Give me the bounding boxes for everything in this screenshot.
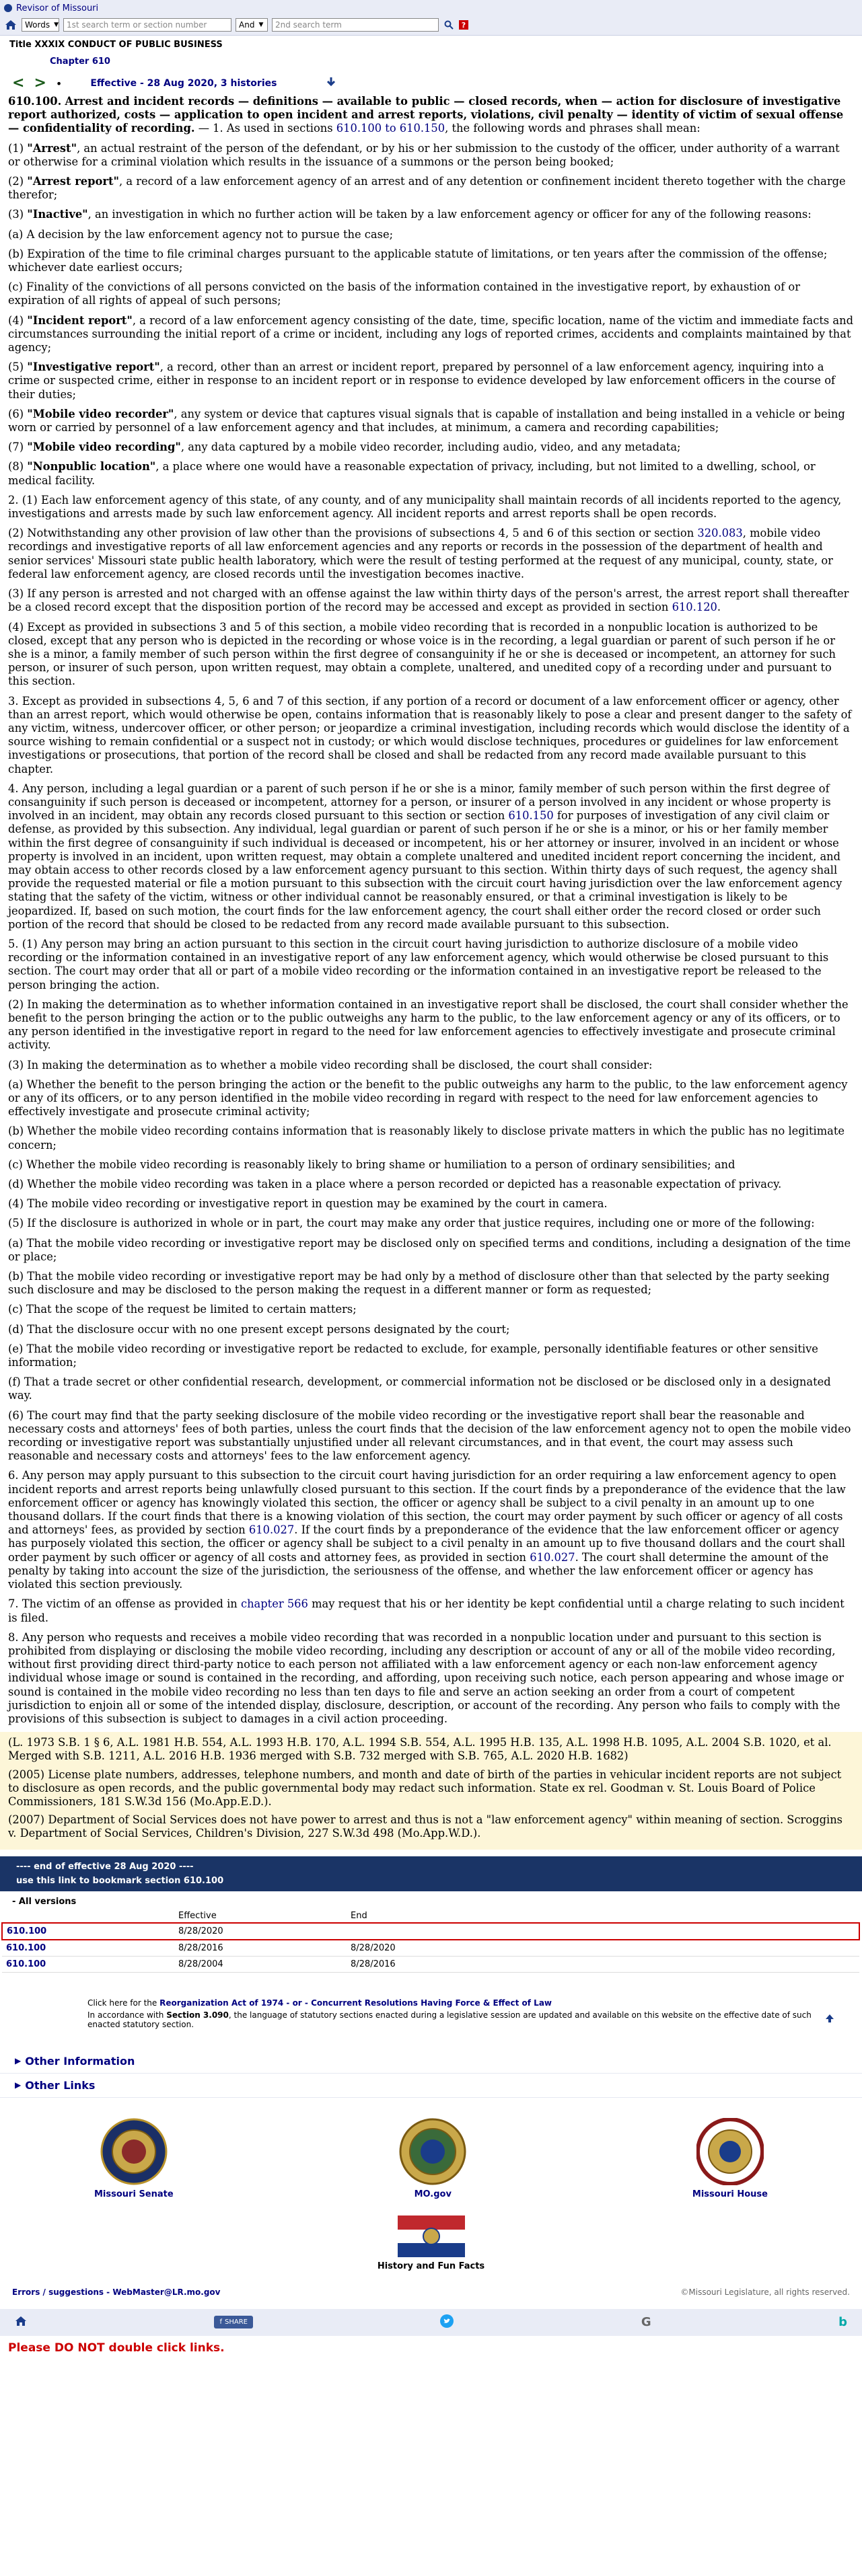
section-title: Arrest and incident records — definitions — available to public — closed records, when — action for disclosure of investigative report authorized, costs — application to open incident and arrest reports, violations, civil penalty — identity of victim of sexual offense — confidentiality of recording. xyxy=(8,95,844,135)
section-link[interactable]: 320.083 xyxy=(697,527,743,540)
subsection-2-3 xyxy=(8,587,854,614)
table-row[interactable] xyxy=(2,1923,859,1940)
section-link[interactable]: 610.027 xyxy=(248,1523,295,1537)
definition-3 xyxy=(8,208,854,221)
section-link[interactable]: 610.027 xyxy=(530,1550,575,1564)
subsection-2-1: 2. (1) Each law enforcement agency of this state, of any county, and of any municipality shall maintain records of all incidents reported to the agency, investigations and arrests made by such law enforcement agency. All incident reports and arrest reports shall be open records. xyxy=(8,493,842,521)
paragraph-text: . The court shall determine the amount of the penalty by taking into account the size of the jurisdiction, the seriousness of the offense, and whether the law enforcement officer or agency has violated this section previously. xyxy=(8,1550,829,1591)
subparagraph: (e) That the mobile video recording or investigative report be redacted to exclude, for example, personally identifiable features or other sensitive information; xyxy=(8,1342,818,1369)
paragraph-text: for purposes of investigation of any civil claim or defense, as provided by this subsection. Any individual, legal guardian or parent of such person if he or she is a minor, or his or her family member within the first degree of consanguinity if such individual is deceased or incompetent, his or her attorney or insurer, involved in an incident or whose property is involved in an incident, upon written request, may obtain a complete unaltered and unedited incident report concerning the incident, and may obtain access to other records closed by a law enforcement agency pursuant to this section. Within thirty days of such request, the agency shall provide the requested material or file a motion pursuant to this subsection with the circuit court having jurisdiction over the law enforcement agency stating that the safety of the victim, witness or other individual cannot be reasonably ensured, or that a criminal investigation is likely to be jeopardized. If, based on such motion, the court finds for the law enforcement agency, the court shall either order the record closed or order such portion of the record that should be closed to be redacted from any record made available pursuant to this subsection. xyxy=(8,809,842,931)
search-mode-select[interactable] xyxy=(22,18,59,32)
section-nav xyxy=(12,76,862,91)
end-effective-text: ---- end of effective 28 Aug 2020 ---- xyxy=(16,1861,194,1872)
reorg-line2 xyxy=(87,2010,835,2029)
seal-links xyxy=(0,2118,862,2199)
section-number: 610.100. xyxy=(8,95,62,108)
share-bar xyxy=(0,2309,862,2336)
footer xyxy=(0,2287,862,2297)
definition-term: "Arrest report" xyxy=(27,175,119,188)
subsection-5-5: (5) If the disclosure is authorized in whole or in part, the court may make any order that justice requires, including one or more of the following: xyxy=(8,1217,815,1230)
versions-section xyxy=(0,1891,862,1973)
definition-text: , an investigation in which no further action will be taken by a law enforcement agency or officer for any of the following reasons: xyxy=(87,208,812,221)
definition-number: (6) xyxy=(8,407,28,420)
version-end: 8/28/2016 xyxy=(347,1956,859,1972)
house-label: Missouri House xyxy=(692,2189,768,2199)
paragraph-text: . xyxy=(717,601,721,614)
definition-number: (4) xyxy=(8,313,28,327)
bookmark-prefix: use this link to bookmark section xyxy=(16,1875,184,1886)
share-label: SHARE xyxy=(224,2318,248,2326)
paragraph-text: 4. Any person, including a legal guardian or a parent of such person if he or she is a minor, family member of such person within the first degree of consanguinity if such person is deceased or incompetent, attorney for a person, or insurer of a person involved in any incident or whose property is involved in an incident, may obtain any records closed pursuant to this section or section xyxy=(8,782,831,823)
paragraph-text: 7. The victim of an offense as provided in xyxy=(8,1597,241,1611)
section-link[interactable]: 610.150 xyxy=(508,809,554,823)
search-operator-value: And xyxy=(239,20,255,30)
subparagraph: (a) A decision by the law enforcement agency not to pursue the case; xyxy=(8,227,394,241)
paragraph-text: . If the court finds by a preponderance of the evidence that the law enforcement officer or agency has purposely violated this section, the officer or agency shall be subject to a civil penalty in an amount up to five thousand dollars and the court shall order payment by such officer or agency of all costs and attorney fees, as provided in section xyxy=(8,1523,846,1564)
col-end: End xyxy=(351,1910,367,1921)
subparagraph: (f) That a trade secret or other confidential research, development, or commercial information not be disclosed or be disclosed only in a designated way. xyxy=(8,1375,831,1402)
version-section-link[interactable]: 610.100 xyxy=(2,1923,174,1940)
definition-text: , any data captured by a mobile video recorder, including audio, video, and any metadata; xyxy=(180,441,681,454)
col-section xyxy=(2,1909,174,1923)
reorg-text: In accordance with xyxy=(87,2010,167,2020)
search-bar xyxy=(4,17,858,32)
home-icon[interactable] xyxy=(4,18,17,32)
definition-2 xyxy=(8,175,854,202)
subsection-5-3: (3) In making the determination as to whether a mobile video recording shall be disclosed, the court shall consider: xyxy=(8,1058,653,1071)
top-toolbar xyxy=(0,0,862,36)
statute-heading xyxy=(8,95,854,136)
end-effective-banner xyxy=(0,1856,862,1891)
definition-number: (1) xyxy=(8,141,28,155)
subsection-2-2 xyxy=(8,527,854,581)
double-click-warning: Please DO NOT double click links. xyxy=(8,2341,225,2355)
paragraph-text: , mobile video recordings and investigative reports of all law enforcement agencies and any reports or records in the possession of the department of health and senior services' Missouri state public health laboratory, which were the result of testing performed at the request of any municipal, county, state, or federal law enforcement agency, are closed records until the investigation becomes inactive. xyxy=(8,527,833,580)
chapter-link[interactable]: Chapter 610 xyxy=(50,56,110,67)
other-information-toggle[interactable] xyxy=(0,2049,862,2074)
subparagraph: (a) That the mobile video recording or investigative report may be disclosed only on specified terms and conditions, including a designation of the time or place; xyxy=(8,1236,851,1263)
subsection-5-2: (2) In making the determination as to whether information contained in an investigative report shall be disclosed, the court shall consider whether the benefit to the person bringing the action or to the public outweighs any harm to the public, to the law enforcement agency or any of its officers, or to any person identified in the investigative report in regard to the need for law enforcement agencies to effectively investigate and prosecute criminal activity. xyxy=(8,997,849,1052)
history-note: (2007) Department of Social Services does not have power to arrest and thus is not a "law enforcement agency" within meaning of section. Scroggins v. Department of Social Services, Children's Division, 227 S.W.3d 498 (Mo.App.W.D.). xyxy=(8,1813,843,1840)
subsection-4 xyxy=(8,782,854,932)
definition-number: (5) xyxy=(8,361,28,374)
next-section-button[interactable]: > xyxy=(34,75,46,91)
definition-term: "Inactive" xyxy=(27,208,88,221)
chapter-link[interactable]: chapter 566 xyxy=(240,1597,308,1611)
definition-term: "Arrest" xyxy=(27,141,77,155)
app-title: Revisor of Missouri xyxy=(16,3,99,13)
other-links-toggle[interactable] xyxy=(0,2074,862,2098)
definition-text: , a place where one would have a reasonable expectation of privacy, including, but not limited to a dwelling, school, or medical facility. xyxy=(8,460,816,487)
senate-label: Missouri Senate xyxy=(94,2189,174,2199)
definition-term: "Incident report" xyxy=(27,313,133,327)
breadcrumb xyxy=(0,36,862,68)
version-section-link[interactable]: 610.100 xyxy=(2,1940,174,1957)
version-end: 8/28/2020 xyxy=(347,1940,859,1957)
chevron-right-icon: ▶ xyxy=(15,2080,22,2090)
twitter-icon[interactable] xyxy=(440,2314,454,2331)
statute-text xyxy=(0,91,862,1726)
facebook-share-button[interactable] xyxy=(214,2316,253,2328)
history-note: (L. 1973 S.B. 1 § 6, A.L. 1981 H.B. 554, A.L. 1993 H.B. 170, A.L. 1994 S.B. 554, A.L. 1995 H.B. 135, A.L. 1998 H.B. 1095, A.L. 2004 S.B. 1020, et al. Merged with S.B. 1211, A.L. 2016 H.B. 1936 merged with S.B. 732 merged with S.B. 765, A.L. 2020 H.B. 1682) xyxy=(8,1736,832,1763)
reorg-prefix: Click here for the xyxy=(87,1998,160,2008)
table-row[interactable] xyxy=(2,1940,859,1957)
download-icon[interactable] xyxy=(326,77,336,90)
version-end xyxy=(347,1923,859,1940)
definition-term: "Investigative report" xyxy=(27,361,160,374)
definition-4 xyxy=(8,314,854,355)
intro-section-link[interactable]: 610.100 to 610.150 xyxy=(336,122,445,135)
subparagraph: (d) That the disclosure occur with no one present except persons designated by the court; xyxy=(8,1322,510,1336)
definition-7 xyxy=(8,441,854,454)
definition-8 xyxy=(8,460,854,487)
subparagraph: (c) Whether the mobile video recording is reasonably likely to bring shame or humiliation to a person of ordinary sensibilities; and xyxy=(8,1158,735,1171)
subparagraph: (b) Whether the mobile video recording contains information that is reasonably likely to disclose private matters in which the public has no legitimate concern; xyxy=(8,1125,845,1151)
reorg-line1 xyxy=(87,1998,835,2008)
subparagraph: (b) That the mobile video recording or investigative report may be had only by a method of disclosure other than that selected by the party seeking such disclosure and may be disclosed to the person making the request in a different manner or form as requested; xyxy=(8,1270,830,1297)
definition-6 xyxy=(8,408,854,434)
section-3090-link[interactable]: Section 3.090 xyxy=(166,2010,229,2020)
subparagraph: (a) Whether the benefit to the person bringing the action or the benefit to the public outweighs any harm to the public, to the law enforcement agency or any of its officers, or to any person identified in the mobile video recording in regard with respect to the need for law enforcement agencies to effectively investigate and prosecute criminal activity; xyxy=(8,1077,848,1119)
paragraph-text: (2) Notwithstanding any other provision of law other than the provisions of subsections 4, 5 and 6 of this section or section xyxy=(8,527,698,540)
missouri-house-link[interactable] xyxy=(692,2118,768,2199)
subsection-5-4: (4) The mobile video recording or investigative report in question may be examined by the court in camera. xyxy=(8,1197,608,1211)
collapsible-sections xyxy=(0,2049,862,2098)
mogov-link[interactable] xyxy=(399,2118,466,2199)
history-note: (2005) License plate numbers, addresses, telephone numbers, and month and date of birth of the parties in vehicular incident reports are not subject to disclosure as open records, and the public governmental body may redact such information. State ex rel. Goodman v. St. Louis Board of Police Commissioners, 181 S.W.3d 156 (Mo.App.E.D.). xyxy=(8,1768,842,1808)
search-operator-select[interactable] xyxy=(236,18,268,32)
search-term1-input[interactable]: 1st search term or section number xyxy=(63,18,231,32)
definition-term: "Mobile video recorder" xyxy=(27,407,174,420)
app-header xyxy=(4,3,858,13)
subsection-2-4: (4) Except as provided in subsections 3 and 5 of this section, a mobile video recording that is recorded in a nonpublic location is authorized to be closed, except that any person who is depicted in the recording or whose voice is in the recording, a legal guardian or parent of such person if he or she is a minor, a family member of such person within the first degree of consanguinity if he or she is deceased or incompetent, an attorney for such person, or insurer of such person, upon written request, may obtain a complete, unaltered, and unedited copy of a recording under and pursuant to this section. xyxy=(8,620,836,688)
definition-1 xyxy=(8,142,854,169)
search-term2-input[interactable]: 2nd search term xyxy=(272,18,439,32)
subsection-3: 3. Except as provided in subsections 4, 5, 6 and 7 of this section, if any portion of a record or document of a law enforcement officer or agency, other than an arrest report, which would otherwise be open, contains information that is reasonably likely to pose a clear and present danger to the safety of any victim, witness, undercover officer, or other person; or jeopardize a criminal investigation, including records which would disclose the identity of a source wishing to remain confidential or a suspect not in custody; or which would disclose techniques, procedures or guidelines for law enforcement investigations or prosecutions, that portion of the record shall be closed and shall be redacted from any record made available pursuant to this chapter. xyxy=(8,694,852,775)
version-effective: 8/28/2020 xyxy=(174,1923,347,1940)
reorg-link[interactable]: Reorganization Act of 1974 - or - Concurrent Resolutions Having Force & Effect of Law xyxy=(159,1998,552,2008)
reorganization-note xyxy=(87,1998,835,2029)
subparagraph: (c) Finality of the convictions of all persons convicted on the basis of the information contained in the investigative report, by exhaustion of or expiration of all rights of appeal of such persons; xyxy=(8,280,800,307)
back-to-top-icon[interactable] xyxy=(824,2013,835,2024)
intro-text-a: — 1. As used in sections xyxy=(194,122,336,135)
home-icon[interactable] xyxy=(15,2316,27,2329)
reorg-text: , the language of statutory sections enacted during a legislative session are updated and available on this website on the effective date of such enacted statutory section. xyxy=(87,2010,812,2029)
chevron-down-icon: ▼ xyxy=(54,22,59,28)
google-icon[interactable]: G xyxy=(641,2315,651,2330)
bookmark-line xyxy=(16,1876,846,1886)
col-effective: Effective xyxy=(178,1910,217,1921)
missouri-senate-link[interactable] xyxy=(94,2118,174,2199)
subparagraph: (b) Expiration of the time to file criminal charges pursuant to the applicable statute of limitations, or ten years after the commission of the offense; whichever date earliest occurs; xyxy=(8,247,828,274)
definition-text: , an actual restraint of the person of the defendant, or by his or her submission to the custody of the officer, under authority of a warrant or otherwise for a criminal violation which results in the issuance of a summons or the person being booked; xyxy=(8,141,840,168)
missouri-flag-icon xyxy=(398,2215,465,2257)
intro-text-b: , the following words and phrases shall mean: xyxy=(445,122,701,135)
history-fun-label: History and Fun Facts xyxy=(377,2261,485,2271)
definition-number: (8) xyxy=(8,460,28,473)
definition-text: , any system or device that captures visual signals that is capable of installation and being installed in a vehicle or being worn or carried by personnel of a law enforcement agency and that includes, at minimum, a camera and recording capabilities; xyxy=(8,407,845,434)
copyright: ©Missouri Legislature, all rights reserved. xyxy=(680,2287,850,2297)
subsection-6 xyxy=(8,1469,854,1591)
definition-number: (3) xyxy=(8,208,28,221)
title-line[interactable]: Title XXXIX CONDUCT OF PUBLIC BUSINESS xyxy=(9,40,223,50)
version-effective: 8/28/2004 xyxy=(174,1956,347,1972)
section-link[interactable]: 610.120 xyxy=(672,601,717,614)
mogov-label: MO.gov xyxy=(414,2189,452,2199)
version-section-link[interactable]: 610.100 xyxy=(2,1956,174,1972)
definition-text: , a record of a law enforcement agency consisting of the date, time, specific location, name of the victim and immediate facts and circumstances surrounding the initial report of a crime or incident, including any logs of reported crimes, accidents and complaints maintained by that agency; xyxy=(8,313,854,354)
definition-text: , a record of a law enforcement agency of an arrest and of any detention or confinement incident thereto together with the charge therefor; xyxy=(8,175,846,202)
search-mode-value: Words xyxy=(25,20,50,30)
senate-seal-icon xyxy=(100,2118,168,2185)
chevron-down-icon: ▼ xyxy=(258,22,264,28)
house-seal-icon xyxy=(696,2118,764,2185)
definition-number: (7) xyxy=(8,441,28,454)
definition-term: "Nonpublic location" xyxy=(27,460,156,473)
current-section-dot[interactable]: • xyxy=(55,77,63,90)
definition-5 xyxy=(8,361,854,402)
search-icon[interactable] xyxy=(443,19,455,31)
versions-table xyxy=(1,1909,860,1973)
facebook-icon: f xyxy=(219,2318,222,2326)
versions-label[interactable]: - All versions xyxy=(12,1896,77,1907)
effective-date-label: Effective - 28 Aug 2020, 3 histories xyxy=(90,78,277,89)
prev-section-button[interactable]: < xyxy=(12,75,25,91)
mogov-seal-icon xyxy=(399,2118,466,2185)
subsection-5-1: 5. (1) Any person may bring an action pursuant to this section in the circuit court having jurisdiction to authorize disclosure of a mobile video recording or the information contained in an investigative report of any law enforcement agency, which would otherwise be closed pursuant to this section. The court may order that all or part of a mobile video recording or the information contained in an investigative report be released to the person bringing the action. xyxy=(8,937,829,991)
other-information-label: Other Information xyxy=(25,2054,135,2068)
help-button[interactable]: ? xyxy=(459,20,468,30)
definition-text: , a record, other than an arrest or incident report, prepared by personnel of a law enforcement agency, inquiring into a crime or suspected crime, either in response to an incident report or in response to evidence developed by law enforcement officers in the course of their duties; xyxy=(8,361,836,401)
history-fun-facts-link[interactable] xyxy=(0,2215,862,2271)
subsection-7 xyxy=(8,1597,854,1624)
history-notes xyxy=(0,1732,862,1849)
subparagraph: (c) That the scope of the request be limited to certain matters; xyxy=(8,1303,357,1316)
webmaster-link[interactable]: Errors / suggestions - WebMaster@LR.mo.gov xyxy=(12,2287,221,2297)
paragraph-text: 6. Any person may apply pursuant to this subsection to the circuit court having jurisdiction for an order requiring a law enforcement agency to open incident reports and arrest reports being unlawfully closed pursuant to this section. If the court finds by a preponderance of the evidence that the law enforcement officer or agency has knowingly violated this section, the officer or agency shall be subject to a civil penalty in an amount up to one thousand dollars. If the court finds that there is a knowing violation of this section, the court may order payment by such officer or agency of all costs and attorneys' fees, as provided by section xyxy=(8,1469,846,1537)
paragraph-text: (3) If any person is arrested and not charged with an offense against the law within thirty days of the person's arrest, the arrest report shall thereafter be a closed record except that the disposition portion of the record may be accessed and except as provided in section xyxy=(8,587,849,614)
definition-number: (2) xyxy=(8,175,28,188)
definition-term: "Mobile video recording" xyxy=(27,441,181,454)
versions-header-row xyxy=(2,1909,859,1923)
other-links-label: Other Links xyxy=(25,2078,96,2092)
subparagraph: (d) Whether the mobile video recording was taken in a place where a person recorded or depicted has a reasonable expectation of privacy. xyxy=(8,1178,782,1191)
subsection-5-6: (6) The court may find that the party seeking disclosure of the mobile video recording or the investigative report shall bear the reasonable and necessary costs and attorneys' fees of both parties, unless the court finds that the decision of the law enforcement agency not to open the mobile video recording or investigative report was substantially unjustified under all relevant circumstances, and in that event, the court may assess such reasonable and necessary costs and attorneys' fees to the law enforcement agency. xyxy=(8,1408,851,1463)
bing-icon[interactable]: b xyxy=(838,2315,847,2330)
chevron-right-icon: ▶ xyxy=(15,2056,22,2066)
revisor-logo-icon xyxy=(4,4,12,12)
version-effective: 8/28/2016 xyxy=(174,1940,347,1957)
table-row[interactable] xyxy=(2,1956,859,1972)
subsection-8: 8. Any person who requests and receives a mobile video recording that was recorded in a nonpublic location under and pursuant to this section is prohibited from displaying or disclosing the mobile video recording, including any description or account of any or all of the mobile video recording, without first providing direct third-party notice to each person not affiliated with a law enforcement agency or each non-law enforcement agency individual whose image or sound is contained in the recording, and affording, upon receiving such notice, each person appearing and whose image or sound is contained in the mobile video recording no less than ten days to file and serve an action seeking an order from a court of competent jurisdiction to enjoin all or some of the intended display, disclosure, description, or account of the recording. Any person who fails to comply with the provisions of this subsection is subject to damages in a civil action proceeding. xyxy=(8,1630,844,1725)
bookmark-link[interactable]: 610.100 xyxy=(183,1875,224,1886)
paragraph-text: may request that his or her identity be kept confidential until a charge relating to such incident is filed. xyxy=(8,1597,845,1624)
